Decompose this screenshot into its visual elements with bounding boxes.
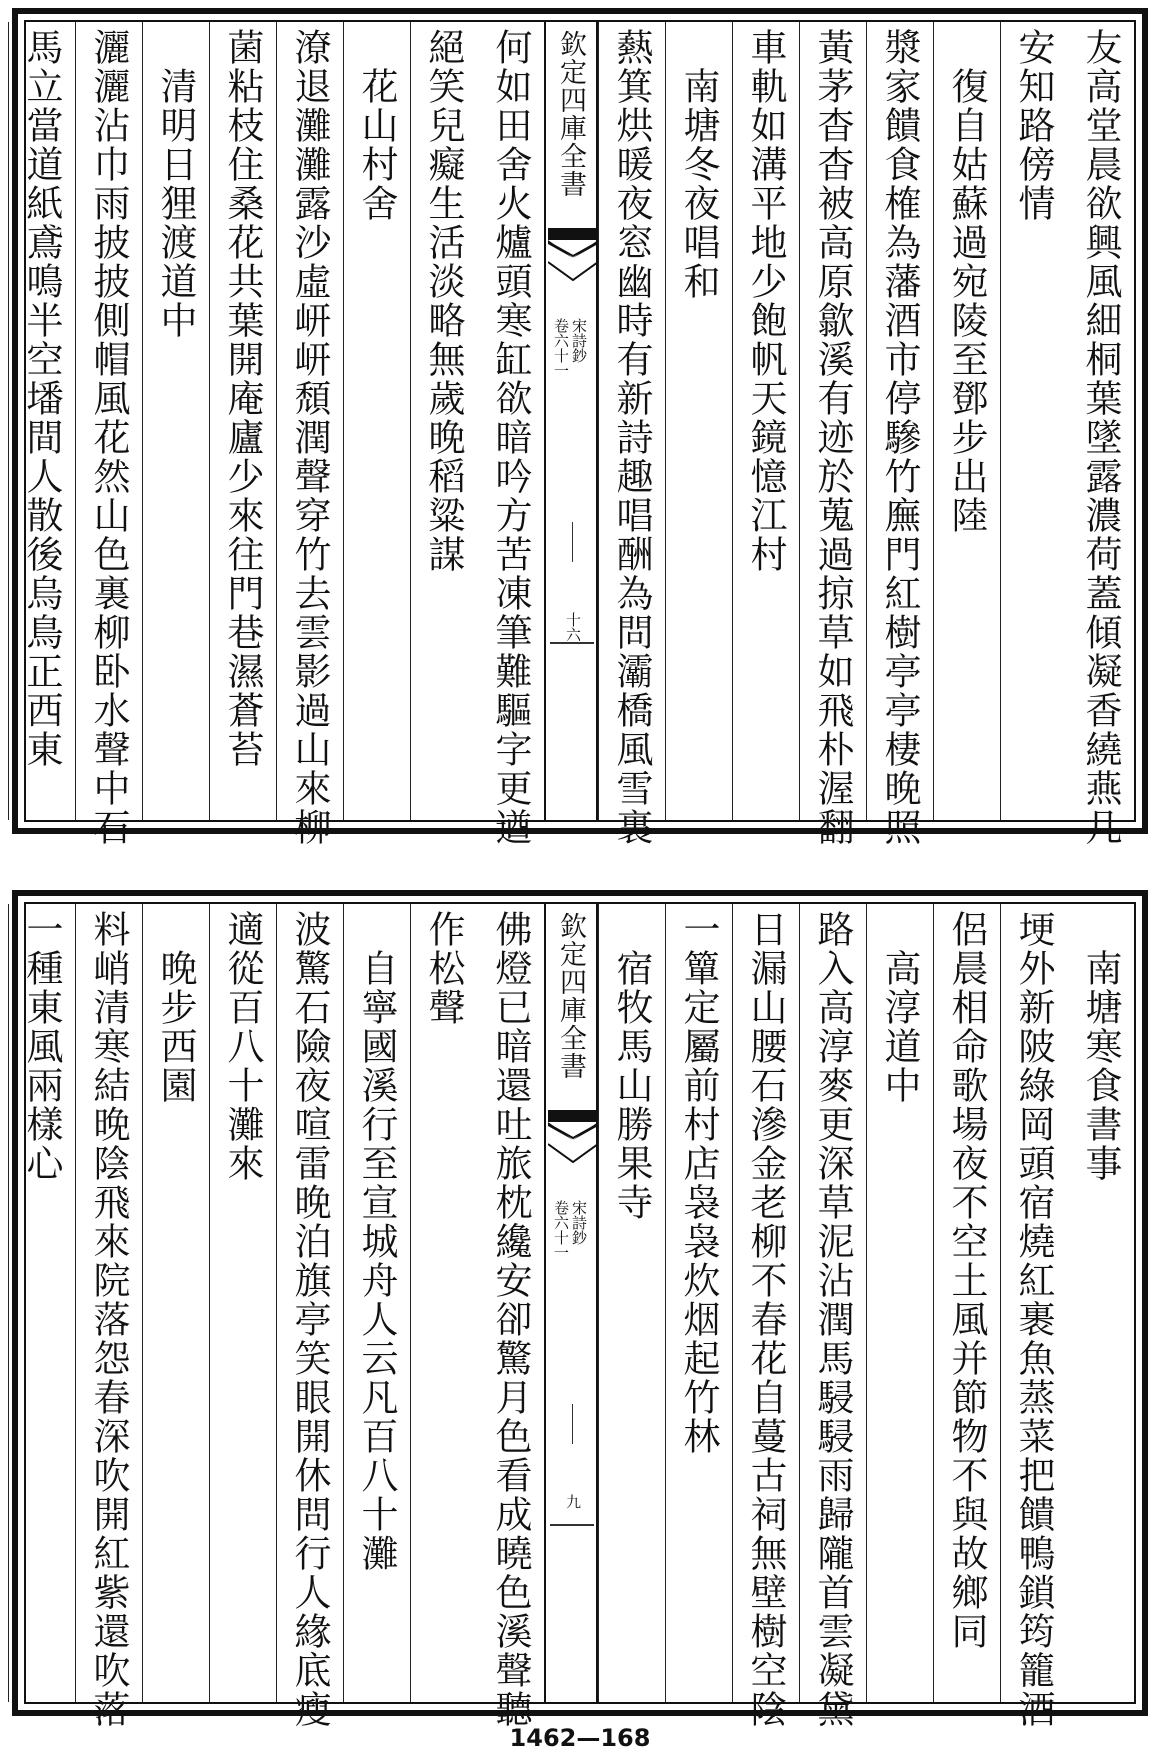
column-text: 灑灑沾巾雨披披側帽風花然山色裏柳卧水聲中石 [87,28,130,847]
text-column [142,904,209,1702]
gutter-rule [572,1404,573,1444]
text-column [1067,904,1134,1702]
text-column [410,904,477,1702]
column-text: 作松聲 [422,910,465,1027]
page-reference: 1462—168 [509,1724,651,1752]
center-gutter [544,22,598,820]
column-text: 南塘冬夜唱和 [677,28,720,301]
text-column [1000,904,1067,1729]
column-text: 菌粘枝住桑花共葉開庵廬少來往門巷濕蒼苔 [221,28,264,769]
text-column [343,904,410,1702]
column-text: 侶晨相命歌場夜不空土風并節物不與故鄉同 [945,910,988,1651]
text-column [799,22,866,847]
column-text: 安知路傍情 [1012,28,1055,223]
text-column [477,904,544,1729]
text-column [142,22,209,820]
gutter-book-title: 欽定四庫全書 [555,912,586,1080]
text-column [933,22,1000,820]
column-text: 一簞定屬前村店袅袅炊烟起竹林 [677,910,720,1456]
text-column [1000,22,1067,820]
text-column [209,22,276,820]
column-text: 料峭清寒結晚陰飛來院落怨春深吹開紅紫還吹落 [87,910,130,1729]
gutter-volume: 卷六十一 [552,1200,570,1260]
column-text: 佛燈已暗還吐旅枕纔安卻驚月色看成曉色溪聲聽 [489,910,532,1729]
text-column [343,22,410,820]
text-column [477,22,544,847]
text-column [209,904,276,1702]
column-text: 馬立當道紙鳶鳴半空墦間人散後烏鳥正西東 [20,28,63,769]
text-column [75,22,142,847]
column-text: 爇箕烘暖夜窓幽時有新詩趣唱酬為問灞橋風雪裏 [610,28,653,847]
column-text: 花山村舍 [355,28,398,223]
column-text: 清明日狸渡道中 [154,28,197,340]
column-text: 絕笑兒癡生活淡略無歲晚稻粱謀 [422,28,465,574]
column-text: 晚步西園 [154,910,197,1105]
text-column [598,22,665,847]
text-column [1067,22,1134,847]
gutter-page-number: 九 [564,1494,582,1509]
text-column [665,22,732,820]
column-text: 波驚石險夜喧雷晚泊旗亭笑眼開休問行人緣底瘦 [288,910,331,1729]
text-column [75,904,142,1729]
text-column [8,22,75,820]
gutter-page-number: 十六 [564,612,582,642]
column-text: 路入高淳麥更深草泥沾潤馬駸駸雨歸隴首雲凝黛 [811,910,854,1729]
column-text: 一種東風兩樣心 [20,910,63,1183]
fishtail-lines-icon [548,1140,598,1166]
text-column [866,22,933,847]
column-text: 潦退灘灘露沙虛岍岍頹潤聲穿竹去雲影過山來柳 [288,28,331,847]
column-text: 南塘寒食書事 [1079,910,1122,1183]
text-column [598,904,665,1702]
text-column [665,904,732,1702]
gutter-section: 宋詩鈔 [570,1200,588,1245]
text-column [732,904,799,1729]
column-text: 車軌如溝平地少飽帆天鏡憶江村 [744,28,787,574]
gutter-page-rule [550,642,594,644]
column-text: 日漏山腰石滲金老柳不春花自蔓古祠無壁樹空陰 [744,910,787,1729]
column-text: 何如田舍火爐頭寒缸欲暗吟方苦凍筆難驅字更遒 [489,28,532,847]
column-text: 復自姑蘇過宛陵至鄧步出陸 [945,28,988,535]
bottom-page-panel [12,890,1148,1729]
center-gutter [544,904,598,1702]
column-text: 黃茅杳杳被高原歙溪有迹於蒐過掠草如飛朴渥翻 [811,28,854,847]
gutter-book-title: 欽定四庫全書 [555,30,586,198]
text-column [732,22,799,820]
gutter-page-rule [550,1524,594,1526]
gutter-volume: 卷六十一 [552,318,570,378]
bottom-page-columns [20,904,1134,1729]
top-page-columns [20,22,1134,847]
gutter-section: 宋詩鈔 [570,318,588,363]
column-text: 宿牧馬山勝果寺 [610,910,653,1222]
column-text: 高淳道中 [878,910,921,1105]
column-text: 友高堂晨欲興風細桐葉墜露濃荷蓋傾凝香繞燕几 [1079,28,1122,847]
column-text: 自寧國溪行至宣城舟人云凡百八十灘 [355,910,398,1573]
fishtail-mark-icon [548,1110,598,1140]
fishtail-lines-icon [548,258,598,284]
text-column [866,904,933,1702]
text-column [933,904,1000,1702]
column-text: 漿家饋食榷為藩酒市停驂竹廡門紅樹亭亭棲晚照 [878,28,921,847]
text-column [276,22,343,847]
column-text: 適從百八十灘來 [221,910,264,1183]
text-column [276,904,343,1729]
column-text: 埂外新陂綠岡頭宿燒紅裹魚蒸菜把饋鴨鎖筠籠酒 [1012,910,1055,1729]
fishtail-mark-icon [548,228,598,258]
text-column [410,22,477,820]
text-column [799,904,866,1729]
top-page-panel [12,8,1148,847]
gutter-rule [572,522,573,562]
text-column [8,904,75,1702]
